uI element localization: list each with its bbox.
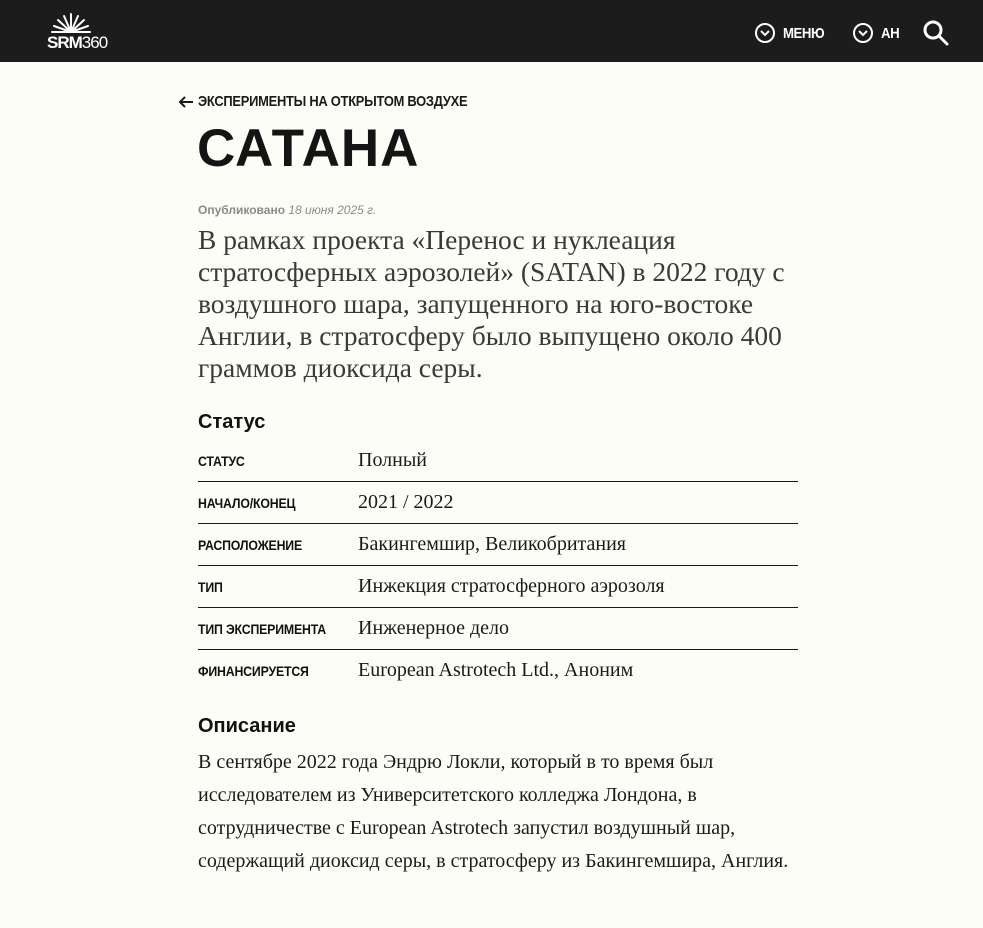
description-text: В сентябре 2022 года Эндрю Локли, который в то время был исследователем из Университетского колледжа Лондона, в сотрудничестве с European Astrotech запустил воздушный шар, содержащий диоксид серы, в стратосферу из Бакингемшира, Англия. [198, 751, 789, 872]
search-icon [923, 20, 949, 46]
back-link-label: ЭКСПЕРИМЕНТЫ НА ОТКРЫТОМ ВОЗДУХЕ [198, 93, 468, 110]
site-header [0, 0, 983, 62]
row-label: ТИП ЭКСПЕРИМЕНТА [198, 621, 327, 637]
row-value: Инженерное дело [358, 617, 510, 639]
sunburst-logo-icon [51, 12, 91, 34]
site-logo[interactable] [47, 12, 127, 52]
row-value: European Astrotech Ltd., Аноним [358, 659, 634, 681]
table-row [198, 650, 798, 691]
table-row [198, 524, 798, 566]
status-heading: Статус [198, 411, 266, 433]
row-value: 2021 / 2022 [358, 491, 454, 513]
search-button[interactable] [923, 20, 949, 46]
row-value: Инжекция стратосферного аэрозоля [358, 575, 665, 597]
row-label: ТИП [198, 579, 223, 595]
published-date: 18 июня 2025 г. [288, 203, 377, 217]
table-row [198, 566, 798, 608]
table-row [198, 440, 798, 482]
published-label: Опубликовано [198, 203, 286, 217]
row-value: Бакингемшир, Великобритания [358, 533, 627, 555]
row-label: СТАТУС [198, 453, 245, 469]
article-lead: В рамках проекта «Перенос и нуклеация стратосферных аэрозолей» (SATAN) в 2022 году с воздушного шара, запущенного на юго-востоке Англии, в стратосферу было выпущено около 400 граммов диоксида серы. [198, 224, 785, 383]
menu-label: МЕНЮ [783, 24, 825, 42]
chevron-down-icon [755, 23, 775, 43]
menu-button[interactable] [755, 20, 830, 46]
description-heading: Описание [198, 715, 296, 737]
language-label: АН [881, 24, 900, 42]
language-button[interactable] [853, 20, 902, 46]
arrow-left-icon [178, 96, 194, 108]
row-label: ФИНАНСИРУЕТСЯ [198, 663, 309, 679]
chevron-down-icon [853, 23, 873, 43]
row-label: РАСПОЛОЖЕНИЕ [198, 537, 303, 553]
status-table [198, 440, 798, 691]
table-row [198, 482, 798, 524]
published-info [198, 203, 376, 217]
back-link[interactable] [178, 93, 511, 110]
table-row [198, 608, 798, 650]
row-label: НАЧАЛО/КОНЕЦ [198, 495, 296, 511]
logo-text: SRM360 [47, 33, 108, 52]
page-title: САТАНА [197, 119, 420, 178]
row-value: Полный [358, 449, 428, 471]
